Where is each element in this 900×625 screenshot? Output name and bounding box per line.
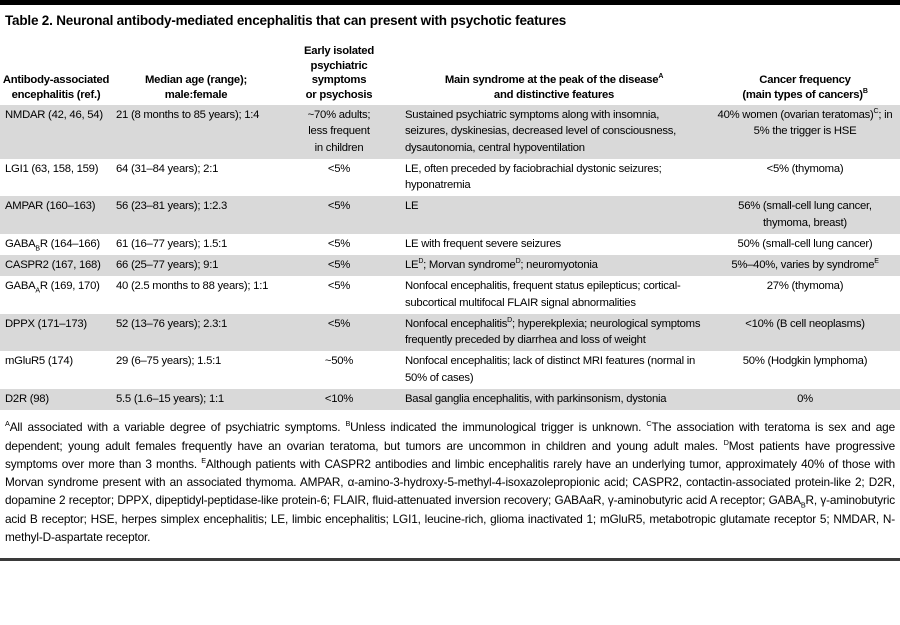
cell-early-psychosis: ~50%: [324, 355, 354, 368]
column-header-cancer: [710, 44, 900, 105]
cell-early-psychosis: <5%: [327, 259, 351, 272]
table-row: [0, 159, 900, 197]
column-header-early-psychosis: [280, 44, 398, 105]
column-header-antibody: [0, 44, 112, 105]
cell-cancer: 40% women (ovarian teratomas)$^C$; in 5% the trigger is HSE: [717, 108, 893, 138]
column-header-age: [112, 44, 280, 105]
table-row: [0, 351, 900, 389]
cell-cancer: <5% (thymoma): [766, 162, 844, 175]
cell-cancer: 27% (thymoma): [766, 280, 844, 293]
cell-main-syndrome: Nonfocal encephalitis, frequent status epilepticus; cortical-subcortical multifocal FLAIR signal abnormalities: [405, 280, 681, 309]
cell-cancer: 50% (Hodgkin lymphoma): [742, 355, 868, 368]
cell-early-psychosis: <5%: [327, 280, 351, 293]
cell-main-syndrome: LE: [405, 200, 419, 213]
column-header-line: Main syndrome at the peak of the disease$^A$: [444, 73, 664, 87]
cell-cancer: 50% (small-cell lung cancer): [737, 237, 873, 250]
column-header-line: (main types of cancers)$^B$: [742, 87, 868, 101]
column-header-line: male:female: [164, 88, 228, 101]
column-header-line: encephalitis (ref.): [11, 88, 101, 101]
table-footnote: $^A$All associated with a variable degree of psychiatric symptoms. $^B$Unless indicated the immunological trigger is unknown. $^C$The association with teratoma is sex and age dependent; young adult females frequently have an ovarian teratoma, but tumors are uncommon in children and young adult males. $^D$Most patients have progressive symptoms over more than 3 months. $^E$Although patients with CASPR2 antibodies and limbic encephalitis rarely have an underlying tumor, approximately 40% of those with Morvan syndrome present with an associated thymoma. AMPAR, α-amino-3-hydroxy-5-methyl-4-isoxazolepropionic acid; CASPR2, contactin-associated protein-like 2; D2R, dopamine 2 receptor; DPPX, dipeptidyl-peptidase-like protein-6; FLAIR, fluid-attenuated inversion recovery; GABAaR, γ-aminobutyric acid A receptor; $GABA_BR$, γ-aminobutyric acid B receptor; HSE, herpes simplex encephalitis; LE, limbic encephalitis; LGI1, leucine-rich, glioma inactivated 1; mGluR5, metabotropic glutamate receptor 5; NMDAR, N-methyl-D-aspartate receptor.: [5, 419, 895, 544]
table-row: [0, 389, 900, 410]
cell-antibody: CASPR2 (167, 168): [5, 259, 101, 272]
cell-age: 66 (25–77 years); 9:1: [116, 259, 219, 272]
cell-cancer: 56% (small-cell lung cancer, thymoma, breast): [738, 200, 872, 229]
table-body: [0, 105, 900, 410]
cell-main-syndrome: LE, often preceded by faciobrachial dystonic seizures; hyponatremia: [405, 162, 662, 192]
table-top-rule: [0, 0, 900, 5]
cell-antibody: NMDAR (42, 46, 54): [5, 109, 103, 121]
cell-age: 52 (13–76 years); 2.3:1: [116, 317, 228, 330]
cell-age: 29 (6–75 years); 1.5:1: [116, 355, 222, 368]
cell-early-psychosis: <5%: [327, 162, 351, 175]
cell-antibody: $GABA_AR$ (169, 170): [5, 280, 100, 295]
column-header-main-syndrome: [398, 44, 710, 105]
cell-main-syndrome: Nonfocal encephalitis; lack of distinct MRI features (normal in 50% of cases): [405, 355, 696, 384]
cell-age: 56 (23–81 years); 1:2.3: [116, 200, 228, 213]
cell-antibody: AMPAR (160–163): [5, 200, 96, 213]
table-row: [0, 196, 900, 234]
cell-age: 5.5 (1.6–15 years); 1:1: [116, 392, 224, 405]
column-header-line: Cancer frequency: [759, 74, 851, 87]
cell-antibody: LGI1 (63, 158, 159): [5, 162, 99, 175]
table-row: [0, 105, 900, 159]
table-row: [0, 234, 900, 255]
table-header: [0, 44, 900, 105]
cell-age: 64 (31–84 years); 2:1: [116, 162, 219, 175]
cell-age: 61 (16–77 years); 1.5:1: [116, 237, 228, 250]
cell-main-syndrome: LE with frequent severe seizures: [405, 237, 561, 250]
column-header-line: Antibody-associated: [2, 74, 110, 87]
cell-cancer: 5%–40%, varies by syndrome$^E$: [731, 258, 879, 272]
cell-antibody: mGluR5 (174): [5, 355, 73, 368]
cell-cancer: 0%: [797, 392, 813, 405]
column-header-line: and distinctive features: [493, 88, 615, 101]
table-title: Table 2. Neuronal antibody-mediated encephalitis that can present with psychotic features: [5, 13, 567, 28]
cell-main-syndrome: Sustained psychiatric symptoms along with insomnia, seizures, dyskinesias, decreased level of consciousness, dysautonomia, central hypoventilation: [405, 109, 677, 154]
column-header-line: psychiatric symptoms: [310, 59, 368, 87]
cell-early-psychosis: <10%: [324, 392, 354, 405]
cell-main-syndrome: Nonfocal encephalitis$^D$; hyperekplexia; neurological symptoms frequently preceded by diarrhea and loss of weight: [405, 317, 701, 347]
header-row: [0, 44, 900, 105]
table-row: [0, 255, 900, 276]
column-header-line: or psychosis: [305, 88, 373, 101]
column-header-line: Early isolated: [304, 45, 374, 58]
cell-early-psychosis: ~70% adults; less frequent in children: [307, 109, 371, 154]
encephalitis-table: [0, 44, 900, 410]
cell-early-psychosis: <5%: [327, 237, 351, 250]
cell-early-psychosis: <5%: [327, 200, 351, 213]
cell-antibody: DPPX (171–173): [5, 317, 87, 330]
table-row: [0, 276, 900, 314]
table-bottom-rule: [0, 558, 900, 561]
cell-main-syndrome: $LE^D$; Morvan syndrome$^D$; neuromyotonia: [405, 258, 598, 272]
cell-cancer: <10% (B cell neoplasms): [745, 317, 865, 330]
cell-main-syndrome: Basal ganglia encephalitis, with parkinsonism, dystonia: [405, 392, 667, 405]
cell-age: 40 (2.5 months to 88 years); 1:1: [116, 280, 269, 293]
cell-early-psychosis: <5%: [327, 317, 351, 330]
cell-age: 21 (8 months to 85 years); 1:4: [116, 109, 260, 121]
column-header-line: Median age (range);: [145, 74, 247, 87]
cell-antibody: $GABA_BR$ (164–166): [5, 237, 100, 253]
table-row: [0, 314, 900, 352]
cell-antibody: D2R (98): [5, 392, 49, 405]
